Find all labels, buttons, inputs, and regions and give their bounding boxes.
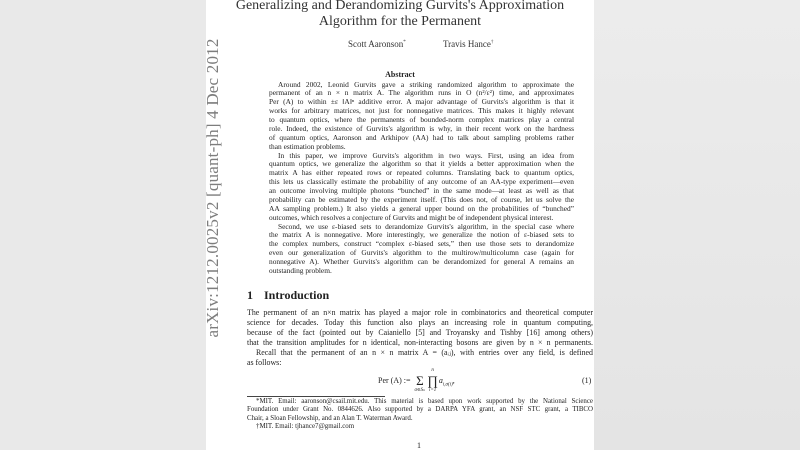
footnote-line: Chair, a Sloan Fellowship, and an Alan T. Waterman Award.: [247, 414, 413, 422]
abstract-line: outstanding problem.: [269, 265, 332, 275]
footnotes: [247, 398, 593, 432]
title-line: Generalizing and Derandomizing Gurvits's Approximation: [235, 0, 565, 13]
section-title: Introduction: [264, 288, 330, 302]
product-symbol: ∏: [427, 373, 438, 388]
intro-paragraph: [247, 308, 593, 368]
author: [443, 39, 493, 50]
footnote-mark: *: [403, 40, 406, 45]
footnote-line: *MIT. Email: aaronson@csail.mit.edu. This material is based upon work supported by the National Science: [256, 398, 593, 405]
equation-lhs: Per (A) :=: [378, 376, 411, 385]
footnote-line: †MIT. Email: tjhance7@gmail.com: [256, 423, 355, 431]
abstract-line: matrix A has either repeated rows or repeated columns. Translating back to quantum optics,: [269, 168, 574, 178]
abstract-line: Second, we use ε-biased sets to derandomize Gurvits's algorithm, in the special case where: [278, 221, 574, 231]
page-number: 1: [417, 441, 421, 450]
prod-superscript: n: [431, 368, 434, 373]
equation-term: a: [438, 376, 443, 385]
abstract-line: In this paper, we improve Gurvits's algorithm in two ways. First, using an idea from: [278, 150, 574, 160]
abstract-line: role. Indeed, the existence of Gurvits's algorithm is why, in their recent work on the hardness: [269, 123, 574, 133]
equation-comma: ,: [452, 376, 455, 385]
author-name: Scott Aaronson: [348, 39, 404, 49]
intro-line: The permanent of an n×n matrix has played a major role in combinatorics and theoretical computer: [247, 308, 593, 317]
intro-line: as follows:: [247, 358, 282, 367]
abstract-line: of quantum optics, Aaronson and Arkhipov (AA) had to talk about sampling problems rather: [269, 132, 574, 142]
abstract-line: quantum optics, we generalize the algorithm so that it yields a better approximation when the: [269, 159, 574, 169]
term-subscript: i,σ(i): [442, 382, 453, 388]
abstract-line: nonnegative A). Whether Gurvits's algorithm can be derandomized for general A remains an: [269, 257, 574, 266]
abstract-line: permanent of an n × n matrix A. The algorithm runs in O (n²/ε²) time, and approximates: [269, 88, 574, 98]
abstract-line: the complex numbers, construct “complex ε-biased sets,” then use those sets to derandomize: [269, 239, 574, 249]
paper-title: [206, 0, 594, 30]
abstract-line: Per (A) to within ±ε ‖A‖ⁿ additive error. A major advantage of Gurvits's algorithm is that it: [269, 97, 574, 107]
intro-line: because of the fact (pointed out by Caianiello [5] and Troyansky and Tishby [16] among others): [247, 328, 593, 337]
arxiv-stamp: arXiv:1212.0025v2 [quant-ph] 4 Dec 2012: [203, 38, 222, 338]
footnote-rule: [247, 396, 385, 397]
abstract-line: AA sampling problem.) It also yields a general upper bound on the probabilities of “bunched”: [269, 203, 574, 213]
viewer-side-panel: [594, 0, 800, 450]
prod-subscript: i=1: [428, 388, 437, 393]
sum-column: [415, 368, 426, 394]
author: [348, 39, 406, 50]
author-name: Travis Hance: [443, 39, 491, 49]
abstract-line: an outcome involving multiple photons “bunched” in the same mode—at least as well as that: [269, 186, 574, 195]
footnote-mark: †: [490, 40, 494, 45]
product-column: [427, 368, 438, 394]
intro-line: that the transition amplitudes for n identical, non-interacting bosons are given by n × n permanents.: [247, 338, 593, 347]
section-heading: [247, 288, 329, 302]
equation-number: (1): [582, 376, 592, 385]
abstract-line: than estimation problems.: [269, 141, 346, 151]
abstract-line: outcomes, which resolves a conjecture of Gurvits and might be of independent physical interest.: [269, 212, 554, 222]
abstract-heading: Abstract: [385, 70, 415, 79]
title-line: Algorithm for the Permanent: [318, 14, 482, 29]
footnote-line: Foundation under Grant No. 0844626. Also supported by a DARPA YFA grant, an NSF STC grant, a TIBCO: [247, 406, 593, 414]
abstract-line: to quantum optics, where the permanents of bounded-norm complex matrices play a central: [269, 115, 574, 124]
abstract-line: works for arbitrary matrices, not just for nonnegative matrices. This makes it highly relevant: [269, 106, 574, 116]
intro-line: Recall that the permanent of an n × n matrix A = (aᵢⱼ), with entries over any field, is defined: [256, 348, 593, 357]
abstract-line: probability can be estimated by the experiment itself. (This does not, of course, let us solve the: [269, 194, 574, 204]
equation-permanent: [378, 368, 455, 394]
abstract-body: [269, 81, 574, 276]
abstract-line: this lets us classically estimate the probability of any outcome of an AA-type experiment—even: [269, 177, 574, 187]
sum-symbol: Σ: [416, 373, 424, 388]
intro-line: science for decades. Today this function also plays an increasing role in quantum computing,: [247, 318, 593, 327]
equation-term-group: [439, 374, 455, 388]
section-number: 1: [247, 288, 253, 302]
sum-subscript: σ∈Sₙ: [414, 388, 426, 393]
abstract-line: the matrix A is nonnegative. More interestingly, we generalize the notion of ε-biased sets to: [269, 230, 574, 240]
abstract-line: Around 2002, Leonid Gurvits gave a striking randomized algorithm to approximate the: [278, 79, 574, 89]
abstract-line: even our generalization of Gurvits's algorithm to the multirow/multicolumn case (again for: [269, 248, 574, 258]
